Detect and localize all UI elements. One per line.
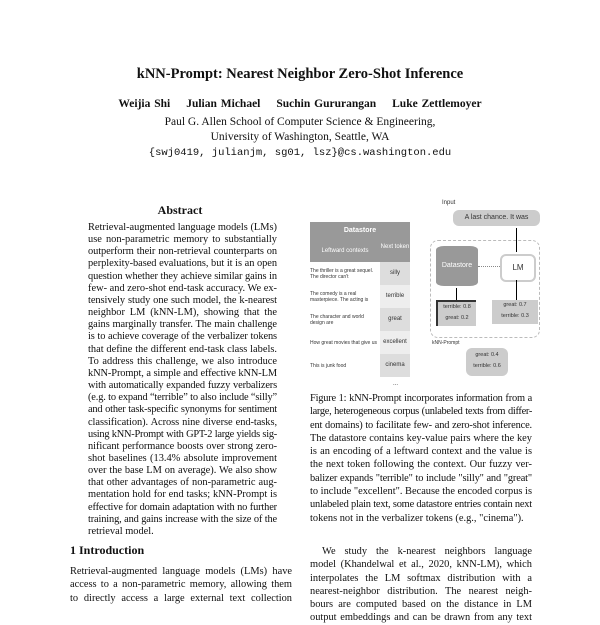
datastore-cylinder: Datastore [436, 246, 478, 286]
affiliation-line: University of Washington, Seattle, WA [210, 131, 390, 143]
email: {swj0419, julianjm, sg01, lsz}@cs.washington.edu [148, 147, 452, 159]
text-line: question whether they achieve similar gains in [88, 270, 277, 282]
datastore-row [310, 262, 410, 285]
text-line: To address this challenge, we also introduce [88, 355, 277, 367]
abstract-text [88, 222, 277, 538]
text-line: unlabeled plain text, some datastore entries contain next [310, 499, 532, 511]
text-line: tokens not in the verbalizer tokens (e.g., "cinema"). [310, 512, 524, 524]
arrow [516, 280, 517, 300]
author: Luke Zettlemoyer [392, 98, 482, 110]
ellipsis: ... [392, 381, 398, 387]
datastore-row [310, 285, 410, 308]
dist-value: terrible: 0.3 [501, 313, 529, 319]
text-line: that other advantages of non-parametric aug- [88, 477, 277, 489]
text-line: the next token following the context. Our fuzzy ver- [310, 459, 532, 471]
text-line: training, and gains increase with the size of the [88, 513, 277, 525]
text-line: balizer expands "terrible" to include "silly" and "great" [310, 472, 532, 484]
text-line: that define the different end-task class labels. [88, 343, 277, 355]
text-line: interpolates the LM softmax distribution with a [310, 572, 532, 584]
input-box: A last chance. It was [453, 210, 540, 226]
dist-value: great: 0.2 [445, 315, 469, 321]
text-line: mentation hold for end tasks; kNN-Prompt is [88, 489, 277, 501]
next-token: cinema [380, 354, 410, 377]
context-text: How great movies that give us [310, 339, 377, 346]
text-line: use non-parametric memory to substantially [88, 234, 277, 246]
text-line: We study the k-nearest neighbors language [322, 546, 532, 557]
text-line: effective for domain adaptation with no further [88, 501, 277, 513]
author: Weijia Shi [118, 98, 171, 110]
next-token: great [380, 308, 410, 331]
figure-caption [310, 392, 532, 525]
context-text: The comedy is a real masterpiece. The acting is [310, 290, 369, 303]
figure-1 [308, 198, 600, 387]
lm-box: LM [500, 254, 536, 282]
author-list [0, 98, 600, 110]
text-line: to include "excellent". Because the encoded corpus is [310, 486, 532, 498]
text-line: (e.g. to expand “terrible” to also include “silly” [88, 392, 277, 404]
text-line: nificant performance boosts over strong zero- [88, 440, 277, 452]
col-header: Next token [380, 244, 410, 250]
text-line: access to a non-parametric memory, allowing them [70, 579, 292, 591]
datastore-row [310, 308, 410, 331]
text-line: perplexity-based evaluations, but it is an open [88, 258, 277, 270]
input-label: Input [442, 200, 456, 206]
dist-value: terrible: 0.6 [473, 363, 501, 369]
text-line: nearest-neighbor distribution. The nearest neigh- [310, 585, 532, 597]
text-line: output embeddings and can be drawn from any text [310, 612, 532, 624]
text-line: few- and zero-shot end-task accuracy. We ex- [88, 282, 277, 294]
datastore-row [310, 354, 410, 377]
context-text: The character and world design are [310, 313, 364, 326]
dist-value: great: 0.7 [503, 302, 527, 308]
text-line: outperform their non-retrieval counterparts on [88, 246, 277, 258]
text-line: using kNN-Prompt with GPT-2 large yields sig- [88, 428, 277, 440]
text-line: Figure 1: kNN-Prompt incorporates information from a [310, 393, 532, 404]
next-token: excellent [380, 331, 410, 354]
final-distribution [466, 348, 508, 376]
arrow [456, 288, 457, 300]
text-line: ent domains) to facilitate few- and zero-shot inference. [310, 419, 532, 431]
context-text: The thriller is a great sequel. The director can't [310, 267, 374, 280]
text-line: The datastore contains key-value pairs where the key [310, 432, 532, 444]
text-line: over the base LM on average). We also show [88, 465, 277, 477]
text-line: to directly access a large external text collection [70, 592, 292, 604]
datastore-table [310, 222, 410, 387]
author: Julian Michael [186, 98, 261, 110]
lm-distribution [492, 300, 538, 324]
abstract-heading: Abstract [157, 203, 203, 217]
text-line: with automatically expanded fuzzy verbalizers [88, 380, 277, 392]
author: Suchin Gururangan [276, 98, 377, 110]
affiliation-line: Paul G. Allen School of Computer Science & Engineering, [164, 116, 436, 128]
knn-distribution [436, 300, 476, 326]
text-line: and other task-specific synonyms for sentiment [88, 404, 277, 416]
text-line: gains marginally transfer. The main challenge [88, 319, 277, 331]
text-line: classification). Across nine diverse end-tasks, [88, 416, 277, 428]
col-header: Leftward contexts [321, 248, 369, 254]
text-line: shot baselines (13.4% absolute improvement [88, 452, 277, 464]
datastore-row [310, 331, 410, 354]
dist-value: great: 0.4 [475, 352, 499, 358]
text-line: tensively study one such model, the k-nearest [88, 294, 277, 306]
next-token: silly [380, 262, 410, 285]
arrow [478, 266, 500, 267]
paper-title: kNN-Prompt: Nearest Neighbor Zero-Shot Inference [136, 66, 464, 82]
text-line: retrieval model. [88, 525, 154, 537]
arrow [516, 228, 517, 252]
text-line: kNN-Prompt, a simple and effective kNN-LM [88, 367, 277, 379]
text-line: model (Khandelwal et al., 2020, kNN-LM), which [310, 559, 532, 571]
text-line: neighbor LM (kNN-LM), showing that the [88, 307, 277, 319]
context-text: This is junk food [310, 362, 347, 369]
dist-value: terrible: 0.8 [443, 304, 471, 310]
intro-text [70, 565, 292, 605]
text-line: large, heterogeneous corpus (unlabeled texts from differ- [310, 406, 532, 418]
text-line: is an encoding of a leftward context and the value is [310, 446, 532, 458]
text-line: bours are computed based on the distance in LM [310, 599, 532, 611]
text-line: is to achieve coverage of the verbalizer tokens [88, 331, 277, 343]
body-text [310, 545, 532, 625]
next-token: terrible [380, 285, 410, 308]
datastore-title: Datastore [310, 222, 410, 240]
section-heading: 1 Introduction [70, 543, 145, 557]
knn-prompt-label: kNN-Prompt [432, 340, 460, 346]
text-line: Retrieval-augmented language models (LMs) [88, 222, 277, 233]
text-line: Retrieval-augmented language models (LMs) have [70, 566, 292, 577]
